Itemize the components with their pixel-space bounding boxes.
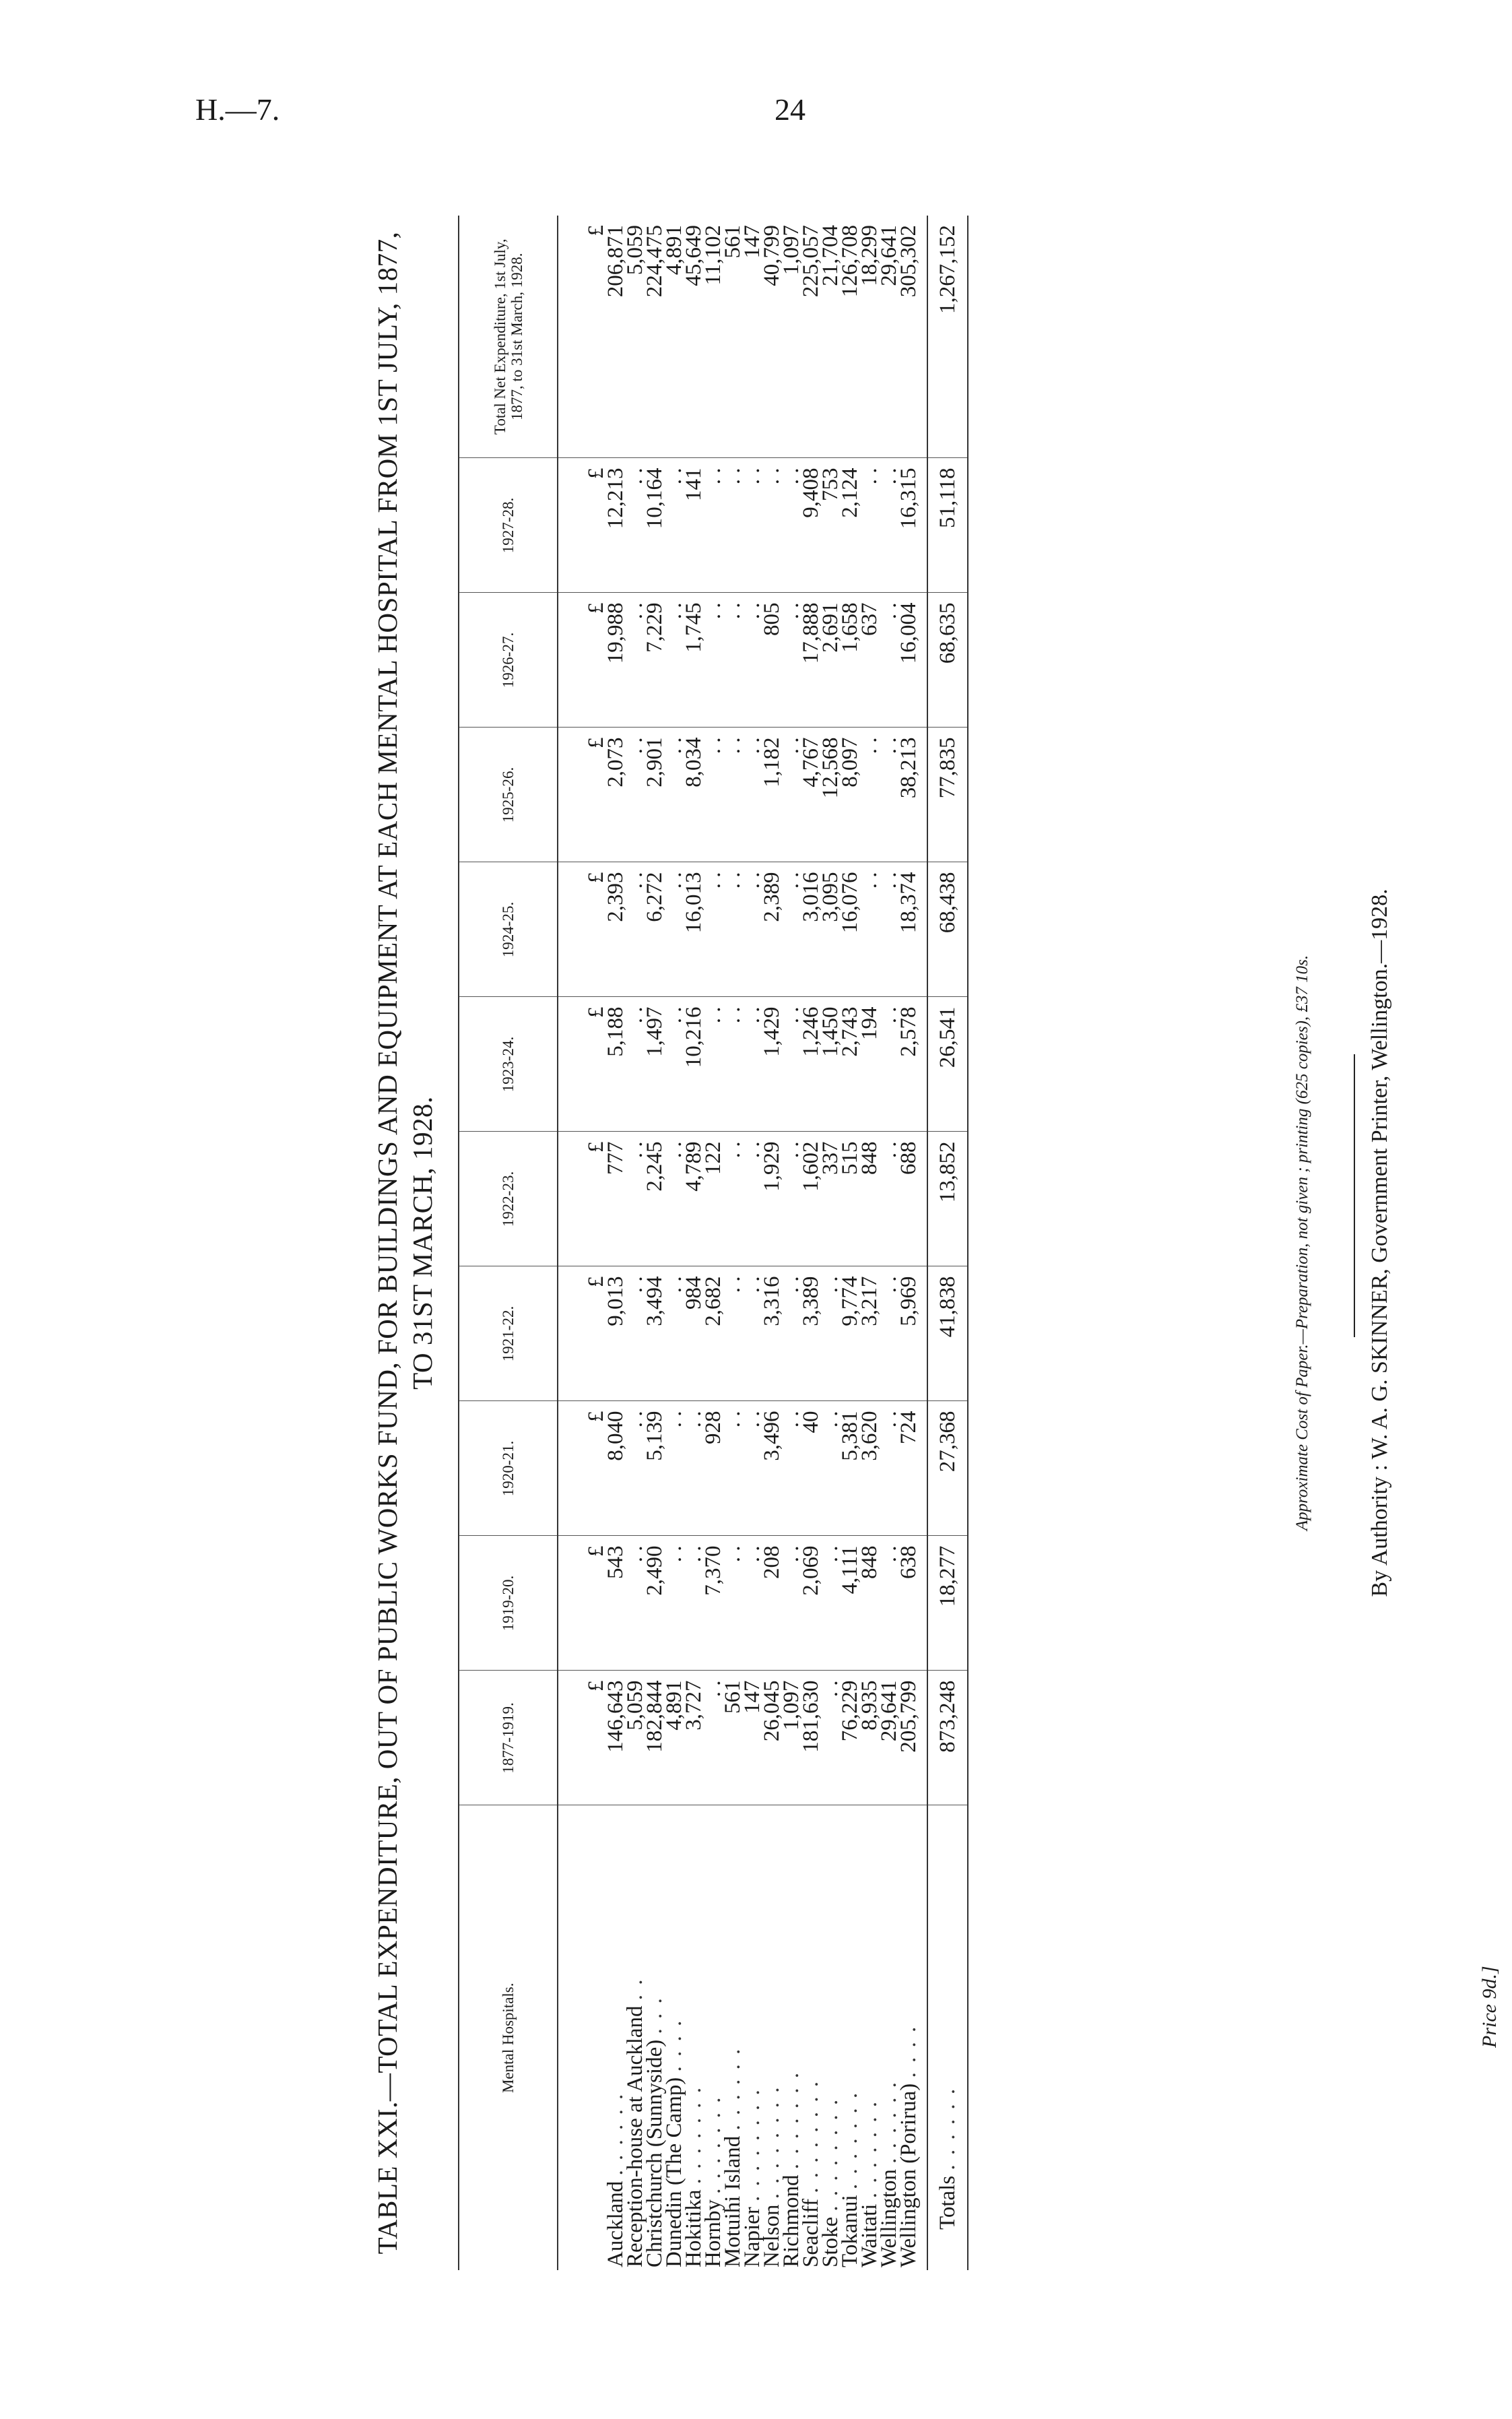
value-cell: 1,429 (762, 997, 782, 1132)
value-cell: . . (626, 728, 645, 862)
value-cell: . . (880, 1132, 899, 1266)
value-cell: 5,188 (606, 997, 626, 1132)
authority-line: By Authority : W. A. G. SKINNER, Government Printer, Wellington.—1928. (1367, 889, 1392, 1597)
hospital-name: Richmond (779, 2174, 803, 2267)
unit-symbol: £ (558, 458, 606, 593)
value-cell: . . (880, 997, 899, 1132)
total-value-cell: 13,852 (927, 1132, 968, 1266)
value-cell: . . (782, 1536, 801, 1671)
leader-dots: . . . . (662, 2018, 686, 2072)
table-row (762, 216, 782, 2270)
value-cell: 208 (762, 1536, 782, 1671)
value-cell: . . (684, 1536, 704, 1671)
table-row (841, 216, 860, 2270)
value-cell: 147 (743, 1671, 762, 1805)
value-cell: 5,381 (841, 1401, 860, 1536)
value-cell: . . (704, 458, 723, 593)
hospital-name: Hornby (701, 2199, 725, 2267)
value-cell: . . (743, 1536, 762, 1671)
value-cell: 1,246 (801, 997, 821, 1132)
column-header-10: 1927-28. (459, 458, 558, 593)
value-cell: 1,182 (762, 728, 782, 862)
value-cell: . . (782, 1132, 801, 1266)
column-header-9: 1926-27. (459, 593, 558, 728)
value-cell: 5,139 (645, 1401, 665, 1536)
value-cell: 194 (860, 997, 880, 1132)
value-cell: 3,095 (821, 862, 841, 997)
value-cell: 45,649 (684, 216, 704, 458)
value-cell: . . (743, 728, 762, 862)
value-cell: 40 (801, 1401, 821, 1536)
leader-dots: . . . . . . . . (740, 2088, 764, 2201)
value-cell: . . (743, 862, 762, 997)
value-cell: 12,213 (606, 458, 626, 593)
value-cell: . . (860, 862, 880, 997)
value-cell: 26,045 (762, 1671, 782, 1805)
value-cell: 5,969 (899, 1266, 927, 1401)
value-cell: . . (723, 997, 743, 1132)
value-cell: . . (880, 593, 899, 728)
value-cell: . . (723, 1401, 743, 1536)
hospital-name: Dunedin (The Camp) (662, 2077, 686, 2267)
table-row (723, 216, 743, 2270)
value-cell: . . (743, 1266, 762, 1401)
value-cell: 3,217 (860, 1266, 880, 1401)
value-cell: . . (665, 997, 684, 1132)
value-cell: 17,888 (801, 593, 821, 728)
value-cell: . . (723, 593, 743, 728)
value-cell: . . (704, 728, 723, 862)
table-row (606, 216, 626, 2270)
leader-dots: . . . . . . . . (799, 2079, 823, 2193)
value-cell: 6,272 (645, 862, 665, 997)
price-note: Price 9d.] (1478, 1966, 1501, 2048)
value-cell: 146,643 (606, 1671, 626, 1805)
value-cell: . . (762, 458, 782, 593)
total-value-cell: 26,541 (927, 997, 968, 1132)
value-cell: 638 (899, 1536, 927, 1671)
leader-dots: . . . . . . . (857, 2100, 882, 2199)
table-header-row (459, 216, 558, 2270)
value-cell: . . (704, 997, 723, 1132)
unit-symbol: £ (558, 1536, 606, 1671)
value-cell: . . (723, 1132, 743, 1266)
leader-dots: . . . . . . (721, 2046, 745, 2131)
totals-label-cell (927, 1805, 968, 2270)
value-cell: . . (821, 1401, 841, 1536)
unit-symbol: £ (558, 1266, 606, 1401)
leader-dots: . . (623, 1977, 647, 2001)
leader-dots: . . . . . . (935, 2086, 960, 2170)
total-value-cell: 51,118 (927, 458, 968, 593)
value-cell: 3,316 (762, 1266, 782, 1401)
value-cell: . . (743, 593, 762, 728)
value-cell: 11,102 (704, 216, 723, 458)
hospital-name: Motuihi Island (721, 2135, 745, 2267)
column-header-5: 1922-23. (459, 1132, 558, 1266)
value-cell: . . (704, 593, 723, 728)
value-cell: . . (665, 1132, 684, 1266)
table-row (743, 216, 762, 2270)
value-cell: 1,450 (821, 997, 841, 1132)
value-cell: 18,374 (899, 862, 927, 997)
table-row (801, 216, 821, 2270)
value-cell: . . (880, 1401, 899, 1536)
hospital-name: Seacliff (799, 2198, 823, 2267)
value-cell: . . (626, 1536, 645, 1671)
value-cell: 2,682 (704, 1266, 723, 1401)
unit-symbol: £ (558, 1671, 606, 1805)
value-cell: 16,004 (899, 593, 927, 728)
hospital-name: Reception-house at Auckland (623, 2005, 647, 2267)
value-cell: 2,691 (821, 593, 841, 728)
hospital-name: Wellington (877, 2169, 901, 2267)
value-cell: 19,988 (606, 593, 626, 728)
value-cell: 18,299 (860, 216, 880, 458)
value-cell: 16,076 (841, 862, 860, 997)
table-title-line-2: TO 31ST MARCH, 1928. (407, 1096, 438, 1390)
value-cell: . . (723, 862, 743, 997)
column-header-11: Total Net Expenditure, 1st July, 1877, to 31st March, 1928. (459, 216, 558, 458)
value-cell: 3,494 (645, 1266, 665, 1401)
column-header-6: 1923-24. (459, 997, 558, 1132)
value-cell: 724 (899, 1401, 927, 1536)
column-header-7: 1924-25. (459, 862, 558, 997)
value-cell: . . (626, 1132, 645, 1266)
value-cell: . . (821, 1671, 841, 1805)
value-cell: 753 (821, 458, 841, 593)
value-cell: 4,891 (665, 1671, 684, 1805)
value-cell: . . (880, 1266, 899, 1401)
value-cell: 1,745 (684, 593, 704, 728)
value-cell: 543 (606, 1536, 626, 1671)
leader-dots: . . . . . . . (838, 2090, 862, 2190)
value-cell: 337 (821, 1132, 841, 1266)
value-cell: 805 (762, 593, 782, 728)
value-cell: 2,901 (645, 728, 665, 862)
leader-dots: . . . . . . . (682, 2086, 706, 2185)
unit-symbol: £ (558, 1132, 606, 1266)
table-row (665, 216, 684, 2270)
hospital-name: Wellington (Porirua) (896, 2083, 921, 2267)
value-cell: 9,013 (606, 1266, 626, 1401)
leader-dots: . . . . . . (877, 2080, 901, 2164)
value-cell: . . (782, 728, 801, 862)
value-cell: 2,124 (841, 458, 860, 593)
value-cell: 8,040 (606, 1401, 626, 1536)
column-header-4: 1921-22. (459, 1266, 558, 1401)
value-cell: 515 (841, 1132, 860, 1266)
total-value-cell: 68,438 (927, 862, 968, 997)
table-row (782, 216, 801, 2270)
value-cell: 205,799 (899, 1671, 927, 1805)
value-cell: . . (860, 728, 880, 862)
value-cell: 5,059 (626, 216, 645, 458)
leader-dots: . . . . . . . . (818, 2097, 843, 2212)
value-cell: 225,057 (801, 216, 821, 458)
value-cell: 10,216 (684, 997, 704, 1132)
value-cell: . . (880, 728, 899, 862)
value-cell: . . (723, 728, 743, 862)
value-cell: . . (723, 1536, 743, 1671)
value-cell: 7,370 (704, 1536, 723, 1671)
value-cell: . . (743, 997, 762, 1132)
value-cell: . . (880, 458, 899, 593)
leader-dots: . . . . . . . (701, 2095, 725, 2194)
value-cell: 3,496 (762, 1401, 782, 1536)
value-cell: 147 (743, 216, 762, 458)
column-header-hospital: Mental Hospitals. (459, 1805, 558, 2270)
total-value-cell: 77,835 (927, 728, 968, 862)
totals-row (927, 216, 968, 2270)
value-cell: 4,767 (801, 728, 821, 862)
leader-dots: . . . . . . . (779, 2071, 803, 2170)
value-cell: 9,408 (801, 458, 821, 593)
column-header-8: 1925-26. (459, 728, 558, 862)
hospital-name: Stoke (818, 2216, 843, 2267)
value-cell: . . (626, 593, 645, 728)
unit-symbol: £ (558, 997, 606, 1132)
value-cell: . . (665, 1401, 684, 1536)
unit-symbol: £ (558, 862, 606, 997)
table-row (645, 216, 665, 2270)
total-value-cell: 41,838 (927, 1266, 968, 1401)
value-cell: . . (626, 458, 645, 593)
total-value-cell: 18,277 (927, 1536, 968, 1671)
value-cell: . . (782, 862, 801, 997)
table-title (370, 216, 440, 2270)
value-cell: 1,658 (841, 593, 860, 728)
value-cell: . . (684, 1401, 704, 1536)
value-cell: 1,602 (801, 1132, 821, 1266)
value-cell: . . (782, 997, 801, 1132)
value-cell: 8,034 (684, 728, 704, 862)
value-cell: . . (704, 862, 723, 997)
leader-dots: . . . (643, 1996, 667, 2034)
value-cell: 848 (860, 1132, 880, 1266)
leader-dots: . . . . . . (603, 2092, 628, 2176)
table-row (821, 216, 841, 2270)
table-title-line-1: TABLE XXI.—TOTAL EXPENDITURE, OUT OF PUBLIC WORKS FUND, FOR BUILDINGS AND EQUIPMENT AT EACH MENTAL HOSPITAL FROM 1ST JULY, 1877, (372, 231, 403, 2255)
value-cell: . . (665, 728, 684, 862)
unit-row (558, 216, 606, 2270)
value-cell: . . (782, 458, 801, 593)
value-cell: 182,844 (645, 1671, 665, 1805)
value-cell: 1,497 (645, 997, 665, 1132)
value-cell: 7,229 (645, 593, 665, 728)
value-cell: 1,097 (782, 1671, 801, 1805)
value-cell: . . (743, 458, 762, 593)
hospital-name: Auckland (603, 2181, 628, 2267)
hospital-name: Hokitika (682, 2189, 706, 2267)
value-cell: 38,213 (899, 728, 927, 862)
value-cell: 688 (899, 1132, 927, 1266)
table-body (558, 216, 968, 2270)
value-cell: 561 (723, 216, 743, 458)
value-cell: 2,578 (899, 997, 927, 1132)
value-cell: 2,389 (762, 862, 782, 997)
leader-dots: . . . . . . . . (760, 2085, 784, 2199)
value-cell: 29,641 (880, 1671, 899, 1805)
unit-symbol: £ (558, 728, 606, 862)
value-cell: . . (665, 862, 684, 997)
value-cell: . . (782, 593, 801, 728)
value-cell: . . (743, 1132, 762, 1266)
value-cell: . . (626, 997, 645, 1132)
value-cell: . . (821, 1266, 841, 1401)
hospital-name: Napier (740, 2207, 764, 2267)
column-header-1: 1877-1919. (459, 1671, 558, 1805)
unit-symbol: £ (558, 216, 606, 458)
unit-symbol: £ (558, 1401, 606, 1536)
value-cell: . . (626, 1401, 645, 1536)
value-cell: 3,727 (684, 1671, 704, 1805)
document-code: H.—7. (195, 92, 280, 127)
value-cell: 4,891 (665, 216, 684, 458)
value-cell: 2,069 (801, 1536, 821, 1671)
unit-row-blank (558, 1805, 606, 2270)
value-cell: . . (665, 593, 684, 728)
value-cell: . . (860, 458, 880, 593)
value-cell: . . (723, 1266, 743, 1401)
leader-dots: . . . . (896, 2024, 921, 2078)
approximate-cost-note: Approximate Cost of Paper.—Preparation, not given ; printing (625 copies), £37 10s. (1293, 955, 1311, 1531)
value-cell: 141 (684, 458, 704, 593)
value-cell: . . (626, 1266, 645, 1401)
value-cell: 848 (860, 1536, 880, 1671)
value-cell: 5,059 (626, 1671, 645, 1805)
value-cell: 637 (860, 593, 880, 728)
table-row (899, 216, 927, 2270)
hospital-name: Tokanui (838, 2195, 862, 2267)
column-header-3: 1920-21. (459, 1401, 558, 1536)
value-cell: . . (704, 1671, 723, 1805)
value-cell: 8,935 (860, 1671, 880, 1805)
value-cell: 2,743 (841, 997, 860, 1132)
value-cell: . . (782, 1266, 801, 1401)
expenditure-table (458, 216, 968, 2270)
value-cell: 2,245 (645, 1132, 665, 1266)
unit-symbol: £ (558, 593, 606, 728)
hospital-name: Waitati (857, 2203, 882, 2267)
value-cell: 2,393 (606, 862, 626, 997)
value-cell: . . (723, 458, 743, 593)
hospital-name-cell (896, 1805, 927, 2270)
value-cell: 8,097 (841, 728, 860, 862)
value-cell: 928 (704, 1401, 723, 1536)
value-cell: . . (880, 862, 899, 997)
value-cell: 9,774 (841, 1266, 860, 1401)
value-cell: 122 (704, 1132, 723, 1266)
value-cell: 984 (684, 1266, 704, 1401)
total-value-cell: 68,635 (927, 593, 968, 728)
value-cell: 16,315 (899, 458, 927, 593)
total-value-cell: 873,248 (927, 1671, 968, 1805)
value-cell: . . (665, 1266, 684, 1401)
value-cell: 29,641 (880, 216, 899, 458)
value-cell: 4,789 (684, 1132, 704, 1266)
totals-label: Totals (935, 2175, 960, 2230)
value-cell: 206,871 (606, 216, 626, 458)
value-cell: 3,620 (860, 1401, 880, 1536)
value-cell: 1,097 (782, 216, 801, 458)
value-cell: 21,704 (821, 216, 841, 458)
value-cell: 16,013 (684, 862, 704, 997)
total-value-cell: 1,267,152 (927, 216, 968, 458)
value-cell: 40,799 (762, 216, 782, 458)
value-cell: . . (626, 862, 645, 997)
value-cell: 3,016 (801, 862, 821, 997)
value-cell: 305,302 (899, 216, 927, 458)
value-cell: 1,929 (762, 1132, 782, 1266)
table-row (860, 216, 880, 2270)
value-cell: 224,475 (645, 216, 665, 458)
value-cell: 76,229 (841, 1671, 860, 1805)
value-cell: 561 (723, 1671, 743, 1805)
value-cell: 4,111 (841, 1536, 860, 1671)
column-header-2: 1919-20. (459, 1536, 558, 1671)
table-row (684, 216, 704, 2270)
value-cell: . . (665, 1536, 684, 1671)
value-cell: . . (782, 1401, 801, 1536)
rotated-page-content (313, 216, 1512, 2270)
value-cell: . . (743, 1401, 762, 1536)
hospital-name: Nelson (760, 2204, 784, 2267)
value-cell: 777 (606, 1132, 626, 1266)
total-value-cell: 27,368 (927, 1401, 968, 1536)
value-cell: 181,630 (801, 1671, 821, 1805)
divider-rule (1354, 1054, 1355, 1337)
value-cell: 12,568 (821, 728, 841, 862)
value-cell: . . (821, 1536, 841, 1671)
value-cell: 10,164 (645, 458, 665, 593)
table-row (704, 216, 723, 2270)
value-cell: . . (880, 1536, 899, 1671)
value-cell: 2,490 (645, 1536, 665, 1671)
value-cell: 126,708 (841, 216, 860, 458)
value-cell: 3,389 (801, 1266, 821, 1401)
page-number: 24 (775, 92, 806, 127)
hospital-name: Christchurch (Sunnyside) (643, 2039, 667, 2267)
value-cell: . . (665, 458, 684, 593)
value-cell: 2,073 (606, 728, 626, 862)
